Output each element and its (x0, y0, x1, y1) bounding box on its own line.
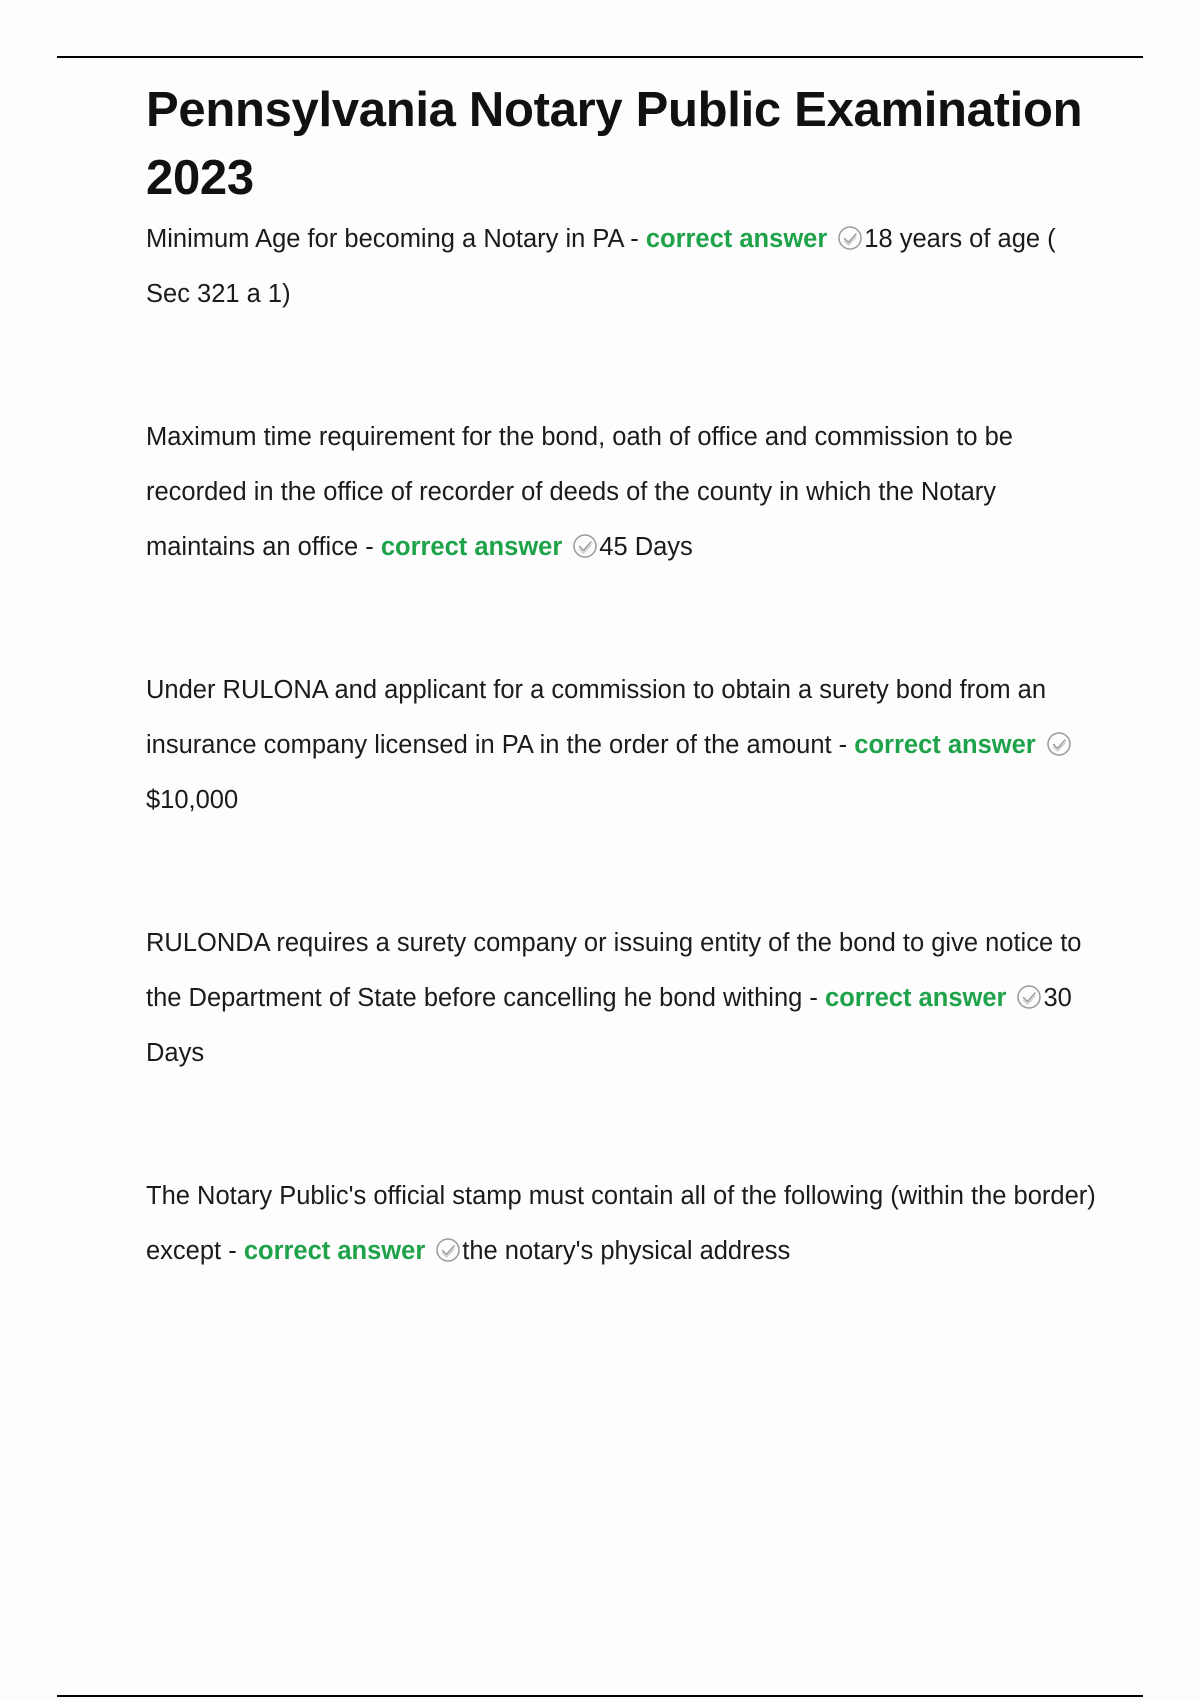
check-circle-icon (837, 225, 863, 251)
answer-text: 45 Days (599, 533, 693, 561)
qa-item (146, 212, 1096, 322)
question-text: RULONDA requires a surety company or issuing entity of the bond to give notice to the Department of State before cancelling he bond withing - (146, 929, 1082, 1012)
answer-label: correct answer (645, 225, 828, 253)
answer-label: correct answer (854, 731, 1036, 759)
qa-item (146, 410, 1096, 575)
question-text: Under RULONA and applicant for a commission to obtain a surety bond from an insurance company licensed in PA in the order of the amount - (146, 676, 1047, 759)
answer-text: $10,000 (146, 786, 239, 814)
answer-text: 18 years of age ( Sec 321 a 1) (146, 225, 1056, 308)
bottom-rule (57, 1695, 1143, 1697)
question-text: Minimum Age for becoming a Notary in PA - (146, 225, 639, 253)
answer-text: the notary's physical address (462, 1237, 791, 1265)
check-circle-icon (572, 533, 598, 559)
qa-item (146, 916, 1096, 1081)
question-text: Maximum time requirement for the bond, oath of office and commission to be recorded in the office of recorder of deeds of the county in which the Notary maintains an office - (146, 423, 1013, 561)
check-circle-icon (1016, 984, 1042, 1010)
answer-label: correct answer (380, 533, 563, 561)
check-circle-icon (1046, 731, 1072, 757)
answer-label: correct answer (243, 1237, 426, 1265)
answer-text: 30 Days (146, 984, 1072, 1067)
answer-label: correct answer (825, 984, 1007, 1012)
qa-item (146, 663, 1096, 828)
top-rule (57, 56, 1143, 58)
document-content (146, 76, 1096, 1279)
question-text: The Notary Public's official stamp must contain all of the following (within the border) except - (146, 1182, 1096, 1265)
document-title: Pennsylvania Notary Public Examination 2023 (146, 83, 1083, 205)
qa-item (146, 1169, 1096, 1279)
check-circle-icon (435, 1237, 461, 1263)
